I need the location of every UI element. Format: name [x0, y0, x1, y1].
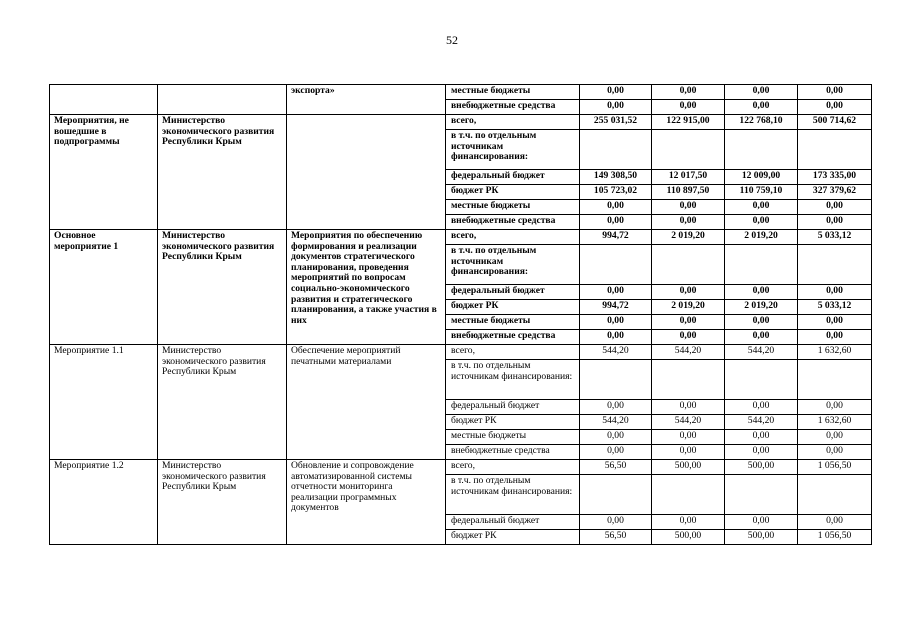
year-value-cell: 0,00 [580, 515, 652, 530]
year-value-cell [725, 130, 798, 170]
total-value-cell: 173 335,00 [798, 170, 872, 185]
funding-source-label: в т.ч. по отдельным источникам финансирования: [446, 130, 580, 170]
total-value-cell: 0,00 [798, 215, 872, 230]
year-value-cell: 0,00 [652, 400, 725, 415]
description-cell: Мероприятия по обеспечению формирования и реализации документов стратегического планирования, проведения мероприятий по вопросам социально-экономического развития и стратегического планирования, а также участия в них [287, 230, 446, 345]
year-value-cell: 0,00 [652, 200, 725, 215]
year-value-cell: 0,00 [725, 315, 798, 330]
year-value-cell [580, 130, 652, 170]
table-row [50, 230, 872, 245]
year-value-cell: 0,00 [580, 445, 652, 460]
year-value-cell: 2 019,20 [725, 230, 798, 245]
description-cell: Обновление и сопровождение автоматизированной системы отчетности мониторинга реализации программных документов [287, 460, 446, 545]
year-value-cell: 0,00 [725, 515, 798, 530]
funding-source-label: всего, [446, 230, 580, 245]
year-value-cell: 994,72 [580, 300, 652, 315]
year-value-cell: 500,00 [652, 530, 725, 545]
year-value-cell: 56,50 [580, 460, 652, 475]
total-value-cell: 0,00 [798, 315, 872, 330]
funding-source-label: местные бюджеты [446, 200, 580, 215]
funding-source-label: местные бюджеты [446, 315, 580, 330]
year-value-cell: 2 019,20 [725, 300, 798, 315]
year-value-cell: 122 915,00 [652, 115, 725, 130]
page-number: 52 [446, 33, 458, 47]
year-value-cell: 0,00 [580, 100, 652, 115]
total-value-cell [798, 245, 872, 285]
total-value-cell: 0,00 [798, 330, 872, 345]
year-value-cell: 544,20 [652, 345, 725, 360]
total-value-cell: 0,00 [798, 445, 872, 460]
year-value-cell: 0,00 [580, 330, 652, 345]
funding-source-label: в т.ч. по отдельным источникам финансирования: [446, 475, 580, 515]
funding-source-label: федеральный бюджет [446, 170, 580, 185]
year-value-cell: 0,00 [652, 445, 725, 460]
year-value-cell: 0,00 [580, 430, 652, 445]
executor-cell: Министерство экономического развития Республики Крым [158, 115, 287, 230]
year-value-cell [580, 475, 652, 515]
total-value-cell: 0,00 [798, 200, 872, 215]
year-value-cell: 0,00 [580, 285, 652, 300]
funding-source-label: в т.ч. по отдельным источникам финансирования: [446, 245, 580, 285]
table-row [50, 460, 872, 475]
year-value-cell: 544,20 [725, 345, 798, 360]
total-value-cell: 1 632,60 [798, 415, 872, 430]
year-value-cell: 149 308,50 [580, 170, 652, 185]
year-value-cell: 500,00 [725, 460, 798, 475]
year-value-cell: 12 009,00 [725, 170, 798, 185]
total-value-cell: 5 033,12 [798, 230, 872, 245]
funding-source-label: федеральный бюджет [446, 400, 580, 415]
year-value-cell [725, 360, 798, 400]
year-value-cell: 544,20 [652, 415, 725, 430]
total-value-cell: 1 632,60 [798, 345, 872, 360]
total-value-cell: 1 056,50 [798, 530, 872, 545]
year-value-cell: 0,00 [652, 330, 725, 345]
funding-source-label: в т.ч. по отдельным источникам финансирования: [446, 360, 580, 400]
year-value-cell: 0,00 [580, 215, 652, 230]
total-value-cell: 0,00 [798, 285, 872, 300]
year-value-cell: 0,00 [652, 85, 725, 100]
year-value-cell: 0,00 [725, 215, 798, 230]
year-value-cell: 12 017,50 [652, 170, 725, 185]
funding-source-label: местные бюджеты [446, 85, 580, 100]
funding-source-label: всего, [446, 345, 580, 360]
year-value-cell: 0,00 [652, 285, 725, 300]
year-value-cell: 544,20 [725, 415, 798, 430]
total-value-cell: 500 714,62 [798, 115, 872, 130]
year-value-cell: 0,00 [580, 200, 652, 215]
executor-cell [158, 85, 287, 115]
total-value-cell [798, 360, 872, 400]
year-value-cell: 0,00 [725, 85, 798, 100]
total-value-cell: 327 379,62 [798, 185, 872, 200]
year-value-cell: 544,20 [580, 345, 652, 360]
funding-source-label: федеральный бюджет [446, 515, 580, 530]
year-value-cell: 0,00 [652, 100, 725, 115]
funding-source-label: внебюджетные средства [446, 445, 580, 460]
total-value-cell: 0,00 [798, 430, 872, 445]
total-value-cell [798, 475, 872, 515]
measure-name-cell: Мероприятие 1.1 [50, 345, 158, 460]
description-cell: Обеспечение мероприятий печатными материалами [287, 345, 446, 460]
year-value-cell [652, 475, 725, 515]
year-value-cell: 110 897,50 [652, 185, 725, 200]
year-value-cell: 2 019,20 [652, 300, 725, 315]
year-value-cell: 0,00 [725, 100, 798, 115]
total-value-cell: 0,00 [798, 100, 872, 115]
measure-name-cell: Мероприятия, не вошедшие в подпрограммы [50, 115, 158, 230]
year-value-cell: 994,72 [580, 230, 652, 245]
measure-name-cell: Мероприятие 1.2 [50, 460, 158, 545]
year-value-cell [652, 130, 725, 170]
year-value-cell [580, 360, 652, 400]
year-value-cell: 0,00 [652, 315, 725, 330]
year-value-cell [725, 245, 798, 285]
executor-cell: Министерство экономического развития Республики Крым [158, 460, 287, 545]
description-cell [287, 115, 446, 230]
funding-source-label: всего, [446, 115, 580, 130]
total-value-cell [798, 130, 872, 170]
year-value-cell: 0,00 [725, 200, 798, 215]
executor-cell: Министерство экономического развития Республики Крым [158, 230, 287, 345]
year-value-cell: 122 768,10 [725, 115, 798, 130]
table-row [50, 345, 872, 360]
year-value-cell: 0,00 [580, 400, 652, 415]
year-value-cell: 0,00 [725, 285, 798, 300]
year-value-cell: 2 019,20 [652, 230, 725, 245]
year-value-cell: 0,00 [652, 515, 725, 530]
total-value-cell: 5 033,12 [798, 300, 872, 315]
funding-source-label: внебюджетные средства [446, 330, 580, 345]
year-value-cell: 56,50 [580, 530, 652, 545]
funding-source-label: бюджет РК [446, 300, 580, 315]
table-row [50, 115, 872, 130]
funding-source-label: бюджет РК [446, 185, 580, 200]
year-value-cell: 110 759,10 [725, 185, 798, 200]
executor-cell: Министерство экономического развития Республики Крым [158, 345, 287, 460]
year-value-cell: 0,00 [580, 85, 652, 100]
financing-table [49, 84, 872, 545]
year-value-cell: 0,00 [652, 215, 725, 230]
year-value-cell [725, 475, 798, 515]
year-value-cell: 0,00 [725, 445, 798, 460]
year-value-cell [652, 245, 725, 285]
total-value-cell: 0,00 [798, 85, 872, 100]
year-value-cell: 0,00 [580, 315, 652, 330]
year-value-cell: 0,00 [725, 430, 798, 445]
total-value-cell: 1 056,50 [798, 460, 872, 475]
funding-source-label: бюджет РК [446, 530, 580, 545]
year-value-cell [580, 245, 652, 285]
funding-source-label: местные бюджеты [446, 430, 580, 445]
measure-name-cell: Основное мероприятие 1 [50, 230, 158, 345]
year-value-cell: 500,00 [725, 530, 798, 545]
funding-source-label: внебюджетные средства [446, 215, 580, 230]
year-value-cell: 0,00 [725, 400, 798, 415]
year-value-cell: 544,20 [580, 415, 652, 430]
funding-source-label: федеральный бюджет [446, 285, 580, 300]
table-row [50, 85, 872, 100]
funding-source-label: всего, [446, 460, 580, 475]
year-value-cell: 0,00 [725, 330, 798, 345]
funding-source-label: бюджет РК [446, 415, 580, 430]
total-value-cell: 0,00 [798, 515, 872, 530]
year-value-cell: 500,00 [652, 460, 725, 475]
year-value-cell: 105 723,02 [580, 185, 652, 200]
year-value-cell: 255 031,52 [580, 115, 652, 130]
year-value-cell [652, 360, 725, 400]
description-cell: экспорта» [287, 85, 446, 115]
funding-source-label: внебюджетные средства [446, 100, 580, 115]
total-value-cell: 0,00 [798, 400, 872, 415]
year-value-cell: 0,00 [652, 430, 725, 445]
measure-name-cell [50, 85, 158, 115]
